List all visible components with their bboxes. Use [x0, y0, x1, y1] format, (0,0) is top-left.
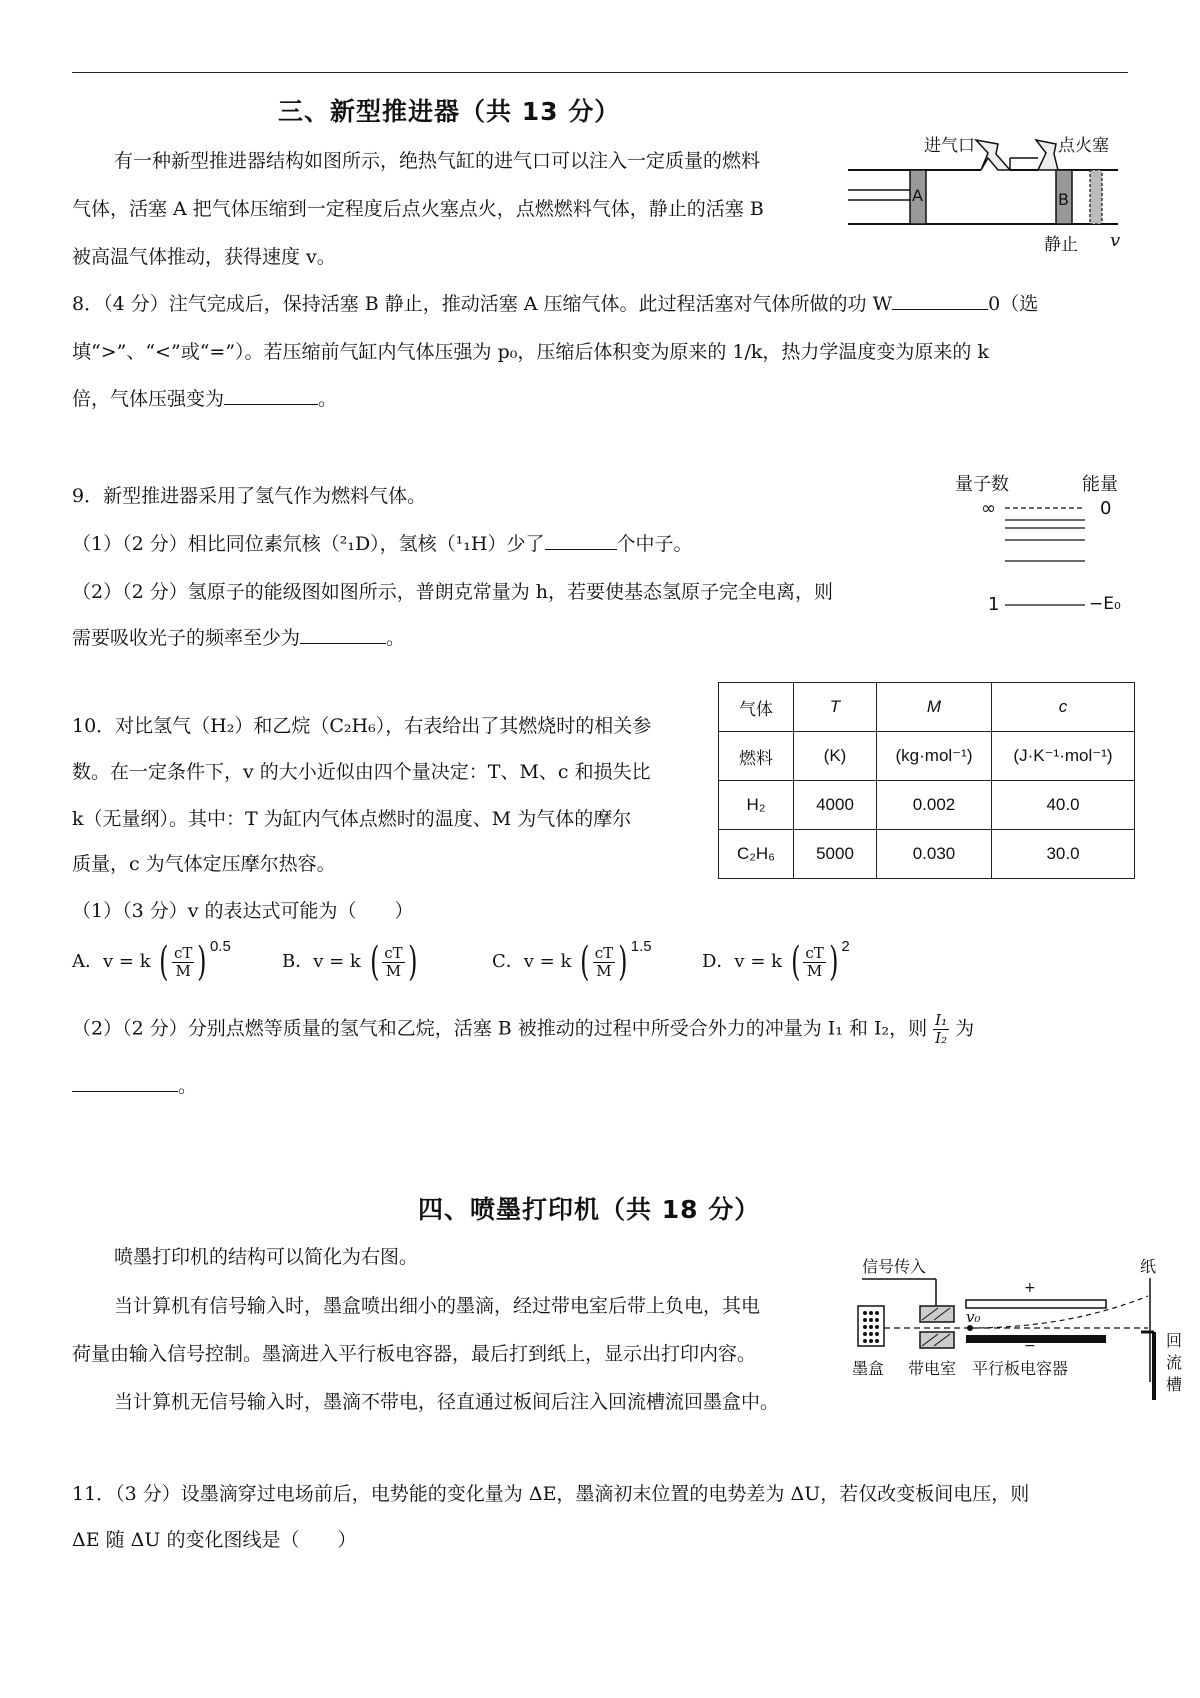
fraction-numerator: cT — [173, 943, 193, 962]
fraction-numerator: I₁ — [935, 1011, 948, 1029]
q9-part2-text: 需要吸收光子的频率至少为 — [72, 627, 301, 649]
option-d-fraction — [803, 945, 825, 980]
option-c-label: C．v = k — [492, 951, 572, 972]
section4-para: 当计算机无信号输入时，墨滴不带电，径直通过板间后注入回流槽流回墨盒中。 — [114, 1391, 780, 1413]
option-c-fraction — [593, 945, 615, 980]
q9-blank-1[interactable] — [545, 531, 617, 550]
q10-part2-end: 为 — [955, 1017, 975, 1040]
q10-part2 — [72, 1012, 1128, 1047]
fraction-numerator: cT — [384, 943, 403, 962]
q9-part1-end: 个中子。 — [616, 533, 693, 555]
paren-left: ( — [580, 939, 590, 985]
q9-part2-line1: （2）（2 分）氢原子的能级图如图所示，普朗克常量为 h，若要使基态氢原子完全电离，则 — [72, 581, 833, 603]
quantum-number-label: 量子数 — [955, 474, 1009, 495]
table-row — [719, 830, 1135, 879]
table-cell: C₂H₆ — [719, 830, 794, 879]
option-d-exponent: 2 — [841, 938, 850, 955]
section4-para: 当计算机有信号输入时，墨盒喷出细小的墨滴，经过带电室后带上负电，其电 — [114, 1295, 761, 1317]
minus-plate-label: − — [1024, 1338, 1036, 1354]
table-header-cell: T — [794, 683, 877, 732]
q8-line1-text: 8．（4 分）注气完成后，保持活塞 B 静止，推动活塞 A 压缩气体。此过程活塞对气体所做的功 W — [72, 293, 893, 315]
q11-line1: 11．（3 分）设墨滴穿过电场前后，电势能的变化量为 ΔE，墨滴初末位置的电势差为 ΔU，若仅改变板间电压，则 — [72, 1483, 1030, 1505]
ink-box-label: 墨盒 — [852, 1359, 885, 1378]
table-cell: 0.030 — [877, 830, 992, 879]
section4-para: 荷量由输入信号控制。墨滴进入平行板电容器，最后打到纸上，显示出打印内容。 — [72, 1343, 757, 1365]
paren-left: ( — [369, 939, 380, 985]
table-cell: 30.0 — [992, 830, 1135, 879]
q9-blank-2[interactable] — [300, 625, 386, 644]
plus-plate-label: + — [1024, 1280, 1036, 1296]
fuel-table — [718, 682, 1135, 879]
paren-right: ) — [618, 939, 628, 985]
infinity-label: ∞ — [981, 498, 996, 519]
table-cell: 5000 — [794, 830, 877, 879]
section4-para: 喷墨打印机的结构可以简化为右图。 — [114, 1246, 419, 1268]
table-header-cell: 气体 — [719, 683, 794, 732]
fraction-denominator: M — [596, 961, 612, 980]
q10-part2-answer — [72, 1072, 1128, 1100]
table-header-cell: 燃料 — [719, 732, 794, 781]
table-header-cell: (K) — [794, 732, 877, 781]
q8-line1 — [72, 290, 1128, 318]
piston-a-label: A — [912, 186, 923, 205]
option-b-fraction — [382, 945, 404, 980]
table-cell: 0.002 — [877, 781, 992, 830]
fraction-denominator: M — [385, 961, 402, 980]
energy-level-diagram — [955, 468, 1135, 618]
fraction-denominator: I₂ — [935, 1029, 948, 1047]
inlet-label: 进气口 — [924, 136, 975, 156]
ground-level-label: 1 — [988, 594, 1000, 615]
v0-label: v₀ — [966, 1308, 981, 1326]
q10-part2-text: （2）（2 分）分别点燃等质量的氢气和乙烷，活塞 B 被推动的过程中所受合外力的冲量为 I₁ 和 I₂，则 — [72, 1017, 928, 1040]
section3-intro-line: 气体，活塞 A 把气体压缩到一定程度后点火塞点火，点燃燃料气体，静止的活塞 B — [72, 198, 764, 220]
table-cell: 40.0 — [992, 781, 1135, 830]
paren-left: ( — [159, 939, 169, 985]
table-cell: H₂ — [719, 781, 794, 830]
q10-line: k（无量纲）。其中：T 为缸内气体点燃时的温度、M 为气体的摩尔 — [72, 808, 632, 830]
table-header-row — [719, 683, 1135, 732]
signal-label: 信号传入 — [862, 1257, 927, 1276]
charge-chamber-label: 带电室 — [908, 1359, 957, 1378]
option-c[interactable] — [492, 938, 652, 985]
table-header-cell: M — [877, 683, 992, 732]
paren-right: ) — [197, 939, 207, 985]
static-label: 静止 — [1044, 235, 1078, 255]
option-a-exponent: 0.5 — [209, 938, 231, 955]
option-d-label: D．v = k — [702, 951, 783, 972]
q8-line3 — [72, 385, 1128, 413]
q8-line3-end: 。 — [318, 388, 338, 410]
table-header-cell: (J·K⁻¹·mol⁻¹) — [992, 732, 1135, 781]
return-channel-label: 回流槽 — [1166, 1331, 1183, 1394]
table-header-cell: c — [992, 683, 1135, 732]
ground-energy-label: −E₀ — [1089, 594, 1121, 614]
table-header-cell: (kg·mol⁻¹) — [877, 732, 992, 781]
header-rule — [72, 72, 1128, 73]
piston-b-label: B — [1058, 190, 1069, 209]
option-b[interactable] — [282, 939, 420, 985]
paren-right: ) — [407, 939, 418, 985]
paren-right: ) — [828, 939, 839, 985]
fraction-denominator: M — [175, 961, 191, 980]
table-row — [719, 781, 1135, 830]
inkjet-diagram — [848, 1252, 1193, 1402]
q10-line: 质量，c 为气体定压摩尔热容。 — [72, 853, 336, 875]
q10-line: 数。在一定条件下，v 的大小近似由四个量决定：T、M、c 和损失比 — [72, 761, 651, 783]
fraction-denominator: M — [806, 961, 823, 980]
option-d[interactable] — [702, 938, 850, 985]
q8-line1-end: 0（选 — [988, 293, 1039, 315]
fraction-numerator: cT — [805, 943, 824, 962]
q9-stem: 9．新型推进器采用了氢气作为燃料气体。 — [72, 485, 427, 507]
option-c-exponent: 1.5 — [630, 938, 652, 955]
q8-line3-text: 倍，气体压强变为 — [72, 388, 225, 410]
inkjet-figure — [848, 1252, 1193, 1402]
section3-title: 三、新型推进器（共 13 分） — [278, 97, 621, 126]
option-b-label: B．v = k — [282, 951, 361, 972]
impulse-ratio — [933, 1012, 949, 1047]
q8-blank-2[interactable] — [224, 386, 318, 405]
table-header-row — [719, 732, 1135, 781]
propeller-diagram — [848, 128, 1138, 258]
q9-part1-text: （1）（2 分）相比同位素氘核（²₁D），氢核（¹₁H）少了 — [72, 533, 545, 555]
section3-intro-line: 被高温气体推动，获得速度 v。 — [72, 246, 336, 268]
paper-label: 纸 — [1140, 1257, 1157, 1276]
option-a[interactable] — [72, 938, 231, 985]
q9-part2-line2 — [72, 624, 1128, 652]
paren-left: ( — [790, 939, 801, 985]
q10-line: 10．对比氢气（H₂）和乙烷（C₂H₆），右表给出了其燃烧时的相关参 — [72, 715, 652, 737]
q9-part2-end: 。 — [386, 627, 406, 649]
velocity-label: v — [1110, 230, 1121, 251]
q11-line2: ΔE 随 ΔU 的变化图线是（ ） — [72, 1529, 357, 1551]
option-a-fraction — [172, 945, 194, 980]
q10-part1: （1）（3 分）v 的表达式可能为（ ） — [72, 900, 414, 922]
spark-label: 点火塞 — [1058, 136, 1109, 156]
option-a-label: A．v = k — [72, 951, 151, 972]
section3-intro-line: 有一种新型推进器结构如图所示，绝热气缸的进气口可以注入一定质量的燃料 — [114, 150, 761, 172]
q8-line2: 填“>”、“<”或“=”）。若压缩前气缸内气体压强为 p₀，压缩后体积变为原来的 1/k，热力学温度变为原来的 k — [72, 341, 989, 363]
fraction-numerator: cT — [594, 943, 614, 962]
capacitor-label: 平行板电容器 — [972, 1359, 1069, 1378]
q10-blank[interactable] — [72, 1073, 178, 1092]
q8-blank-1[interactable] — [892, 291, 988, 310]
q10-answer-end: 。 — [178, 1075, 198, 1097]
energy-label: 能量 — [1082, 474, 1118, 495]
zero-energy-label: 0 — [1100, 498, 1112, 519]
table-cell: 4000 — [794, 781, 877, 830]
section4-title: 四、喷墨打印机（共 18 分） — [418, 1195, 761, 1224]
